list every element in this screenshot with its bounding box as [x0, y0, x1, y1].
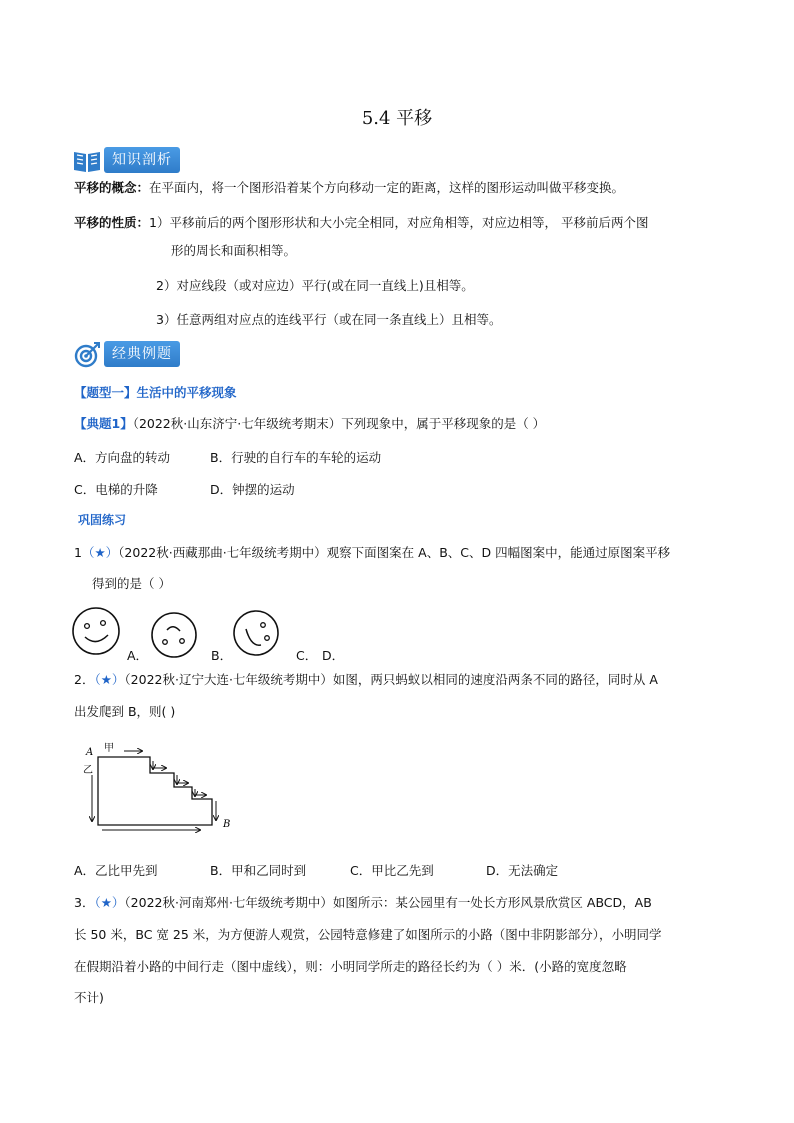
q3-text-1: （2022秋·河南郑州·七年级统考期中）如图所示：某公园里有一处长方形风景欣赏区 ABCD，AB: [124, 895, 652, 910]
q1-label-b: B．: [211, 648, 233, 663]
section-banner-examples: [72, 340, 180, 368]
open-book-icon: [72, 146, 102, 174]
q2-difficulty-star: （★）: [94, 672, 125, 687]
q1-stem: [74, 544, 670, 562]
example1-option-a: A．方向盘的转动: [74, 450, 171, 465]
point-a-label: A: [86, 747, 94, 758]
q1-label-c: C．: [296, 648, 318, 663]
jia-label: 甲: [104, 743, 114, 754]
property-1b: 形的周长和面积相等。: [171, 243, 297, 258]
concept-label: 平移的概念：: [74, 180, 150, 195]
example1-option-c: C．电梯的升降: [74, 482, 158, 497]
page-title: 5.4 平移: [361, 108, 433, 129]
q1-text: （2022秋·西藏那曲·七年级统考期中）观察下面图案在 A、B、C、D 四幅图案中，能通过原图案平移: [118, 545, 671, 560]
q2-option-d: D．无法确定: [486, 863, 559, 878]
section-banner-knowledge: [72, 146, 180, 174]
example1-option-b: B．行驶的自行车的车轮的运动: [210, 450, 382, 465]
q2-stem: [74, 671, 658, 689]
example1-stem: [74, 415, 545, 433]
point-b-label: B: [223, 819, 231, 830]
section-banner-label: 知识剖析: [104, 147, 180, 173]
concept-line: [74, 179, 624, 197]
type1-heading: 【题型一】生活中的平移现象: [74, 385, 237, 400]
property-2: 2）对应线段（或对应边）平行(或在同一直线上)且相等。: [156, 278, 474, 293]
q2-text: （2022秋·辽宁大连·七年级统考期中）如图，两只蚂蚁以相同的速度沿两条不同的路径，同时从 A: [124, 672, 658, 687]
target-icon: [72, 340, 102, 368]
q1-difficulty-star: （★）: [81, 545, 119, 560]
property-1a: 1）平移前后的两个图形形状和大小完全相同，对应角相等，对应边相等， 平移前后两个图: [149, 215, 649, 230]
section-banner-label: 经典例题: [104, 341, 180, 367]
property-line-1a: [74, 214, 648, 232]
q3-text-2: 长 50 米，BC 宽 25 米，为方便游人观赏，公园特意修建了如图所示的小路（图中非阴影部分），小明同学: [74, 927, 662, 942]
q1-number: 1: [74, 545, 82, 560]
q3-number: 3．: [74, 895, 95, 910]
smiley-option-b: [234, 611, 278, 655]
q2-option-a: A．乙比甲先到: [74, 863, 158, 878]
q3-stem: [74, 894, 652, 912]
example1-option-d: D．钟摆的运动: [210, 482, 295, 497]
q3-text-4: 不计): [74, 990, 104, 1005]
q1-stem-2: 得到的是（ ）: [92, 576, 171, 591]
q3-difficulty-star: （★）: [94, 895, 125, 910]
properties-label: 平移的性质：: [74, 215, 150, 230]
concept-text: 在平面内，将一个图形沿着某个方向移动一定的距离，这样的图形运动叫做平移变换。: [149, 180, 625, 195]
q1-label-d: D．: [322, 648, 345, 663]
q2-staircase-figure: [80, 735, 250, 835]
smiley-original: [73, 608, 119, 654]
practice-heading: 巩固练习: [78, 513, 127, 527]
q2-option-c: C．甲比乙先到: [350, 863, 434, 878]
q3-text-3: 在假期沿着小路的中间行走（图中虚线），则：小明同学所走的路径长约为（ ）米．(小路的宽度忽略: [74, 959, 627, 974]
q2-stem-2: 出发爬到 B，则( ): [74, 704, 176, 719]
q1-label-a: A．: [127, 648, 149, 663]
smiley-option-a: [152, 613, 196, 657]
q2-number: 2．: [74, 672, 95, 687]
example1-text: （2022秋·山东济宁·七年级统考期末）下列现象中，属于平移现象的是（ ）: [132, 416, 546, 431]
q2-option-b: B．甲和乙同时到: [210, 863, 307, 878]
yi-label: 乙: [83, 765, 93, 776]
property-3: 3）任意两组对应点的连线平行（或在同一条直线上）且相等。: [156, 312, 502, 327]
example1-tag: 【典题1】: [74, 416, 133, 431]
